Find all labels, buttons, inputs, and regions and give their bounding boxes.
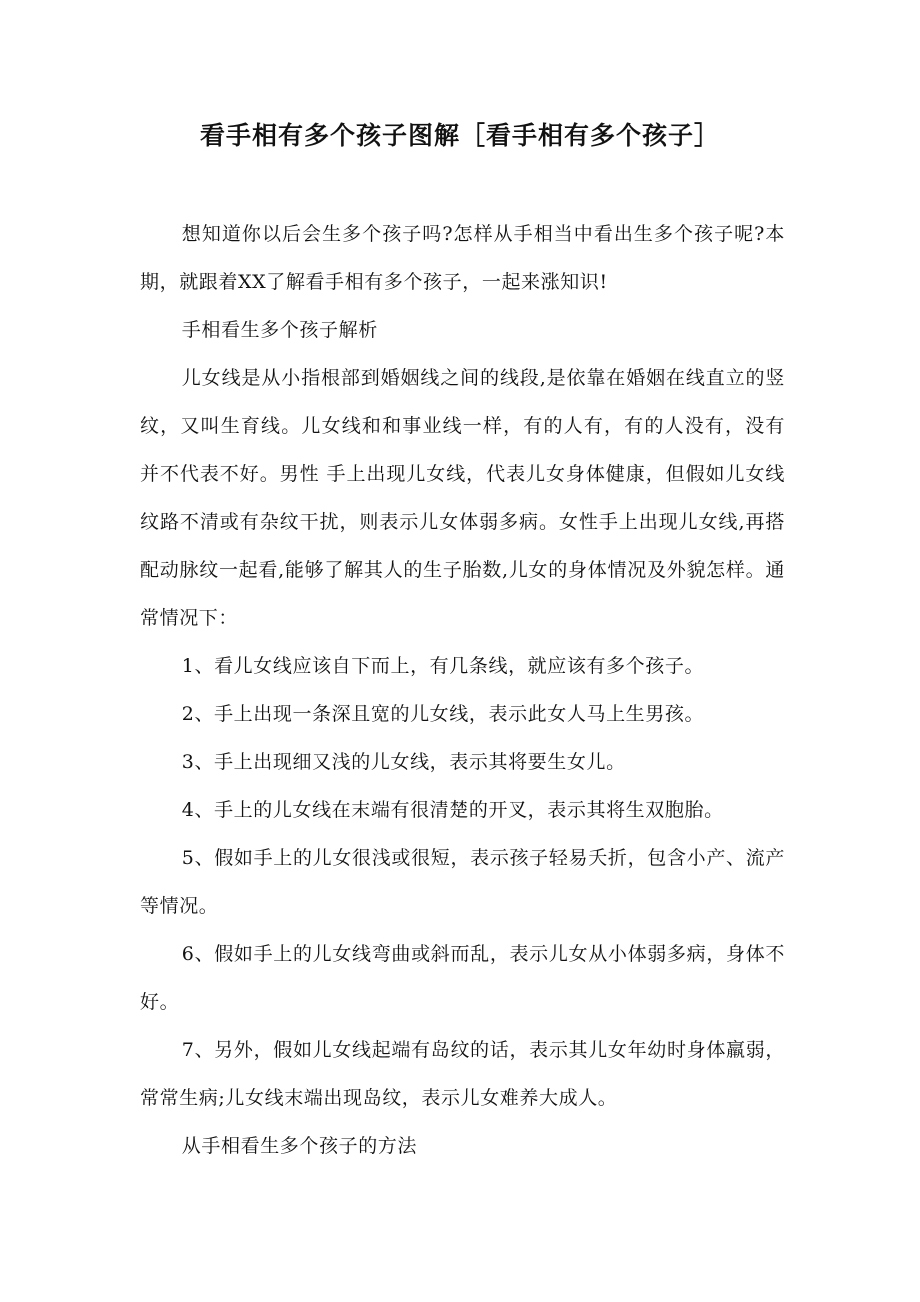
list-item-1: 1、看儿女线应该自下而上，有几条线，就应该有多个孩子。 [181,655,705,677]
list-item-6: 6、假如手上的儿女线弯曲或斜而乱，表示儿女从小体弱多病，身体不好。 [140,943,785,1013]
list-item-2: 2、手上出现一条深且宽的儿女线，表示此女人马上生男孩。 [181,703,705,725]
list-item-5: 5、假如手上的儿女很浅或很短，表示孩子轻易夭折，包含小产、流产等情况。 [140,847,785,917]
children-line-paragraph: 儿女线是从小指根部到婚姻线之间的线段,是依靠在婚姻在线直立的竖纹，又叫生育线。儿女线和和事业线一样，有的人有，有的人没有，没有并不代表不好。男性 手上出现儿女线，代表儿女身体健康，但假如儿女线纹路不清或有杂纹干扰，则表示儿女体弱多病。女性手上出现儿女线,再搭配动脉纹一起看,能够了解其人的生子胎数,儿女的身体情况及外貌怎样。通常情况下： [140,367,785,629]
document-title: 看手相有多个孩子图解［看手相有多个孩子］ [199,121,720,150]
intro-paragraph: 想知道你以后会生多个孩子吗?怎样从手相当中看出生多个孩子呢?本期，就跟着XX了解看手相有多个孩子，一起来涨知识! [140,223,785,293]
list-item-4: 4、手上的儿女线在末端有很清楚的开叉，表示其将生双胞胎。 [181,799,724,821]
section-heading-method: 从手相看生多个孩子的方法 [181,1135,417,1157]
list-item-7: 7、另外，假如儿女线起端有岛纹的话，表示其儿女年幼时身体羸弱，常常生病;儿女线末端出现岛纹，表示儿女难养大成人。 [140,1039,785,1109]
document-body [140,210,785,1170]
list-item-3: 3、手上出现细又浅的儿女线，表示其将要生女儿。 [181,751,626,773]
section-heading-analysis: 手相看生多个孩子解析 [181,319,378,341]
